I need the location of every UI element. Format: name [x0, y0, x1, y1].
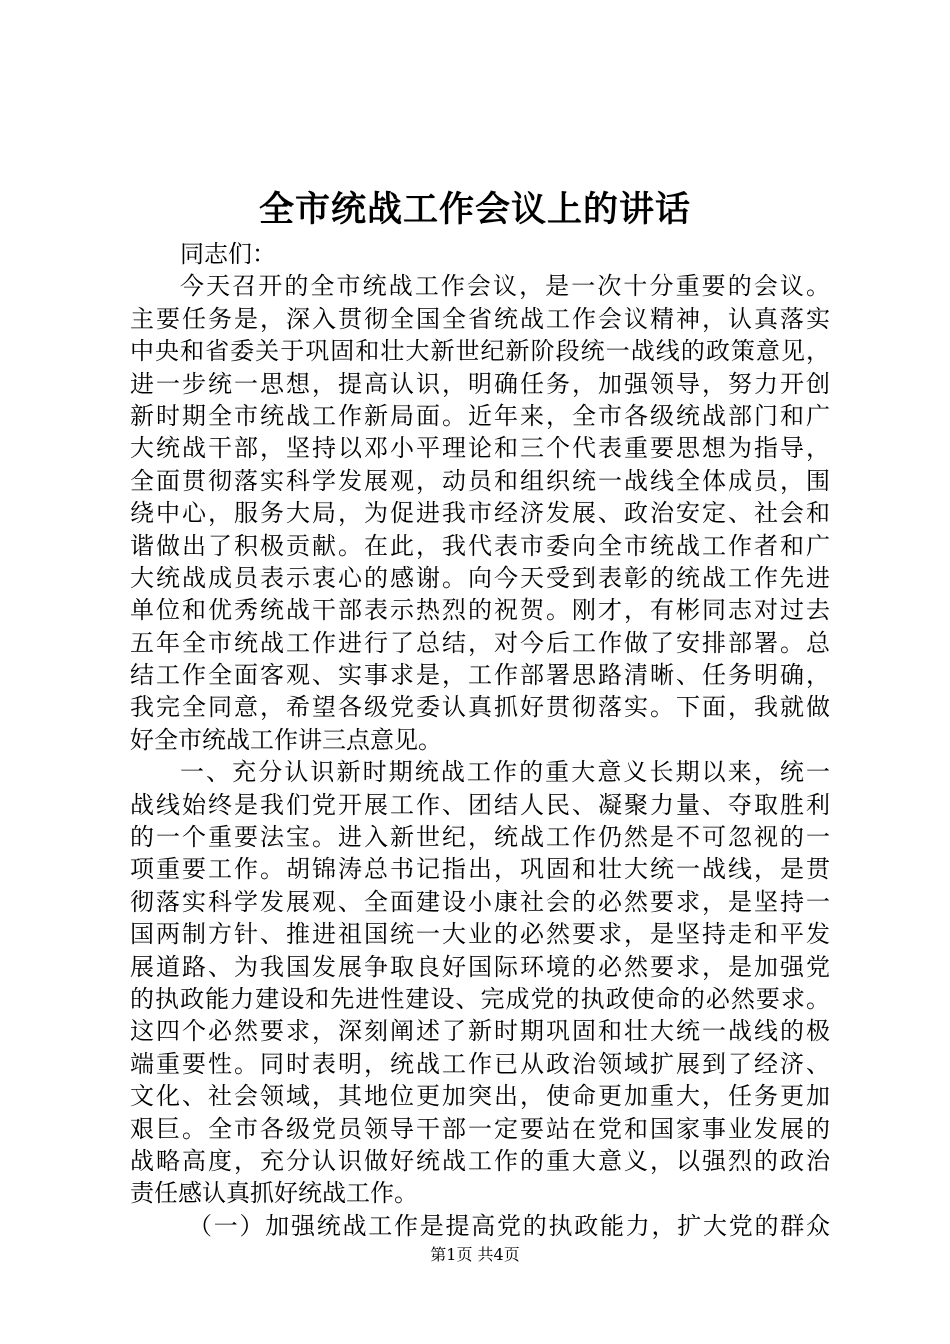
- text-line: 全面贯彻落实科学发展观，动员和组织统一战线全体成员，围: [130, 466, 830, 495]
- text-line: 国两制方针、推进祖国统一大业的必然要求，是坚持走和平发: [130, 920, 830, 949]
- text-line: 中央和省委关于巩固和壮大新世纪新阶段统一战线的政策意见，: [130, 337, 830, 366]
- text-line: 大统战成员表示衷心的感谢。向今天受到表彰的统战工作先进: [130, 563, 830, 592]
- text-line: 战略高度，充分认识做好统战工作的重大意义，以强烈的政治: [130, 1146, 830, 1175]
- text-line: 责任感认真抓好统战工作。: [130, 1179, 418, 1208]
- text-line: 展道路、为我国发展争取良好国际环境的必然要求，是加强党: [130, 952, 830, 981]
- salutation-line: 同志们：: [180, 240, 276, 268]
- text-line: 进一步统一思想，提高认识，明确任务，加强领导，努力开创: [130, 369, 830, 398]
- text-line: 大统战干部，坚持以邓小平理论和三个代表重要思想为指导，: [130, 434, 830, 463]
- text-line: 端重要性。同时表明，统战工作已从政治领域扩展到了经济、: [130, 1049, 830, 1078]
- text-line: 这四个必然要求，深刻阐述了新时期巩固和壮大统一战线的极: [130, 1017, 830, 1046]
- subsection-heading-line: （一）加强统战工作是提高党的执政能力，扩大党的群众: [188, 1211, 830, 1240]
- text-line: 项重要工作。胡锦涛总书记指出，巩固和壮大统一战线，是贯: [130, 855, 830, 884]
- text-line: 我完全同意，希望各级党委认真抓好贯彻落实。下面，我就做: [130, 693, 830, 722]
- text-line: 战线始终是我们党开展工作、团结人民、凝聚力量、夺取胜利: [130, 790, 830, 819]
- text-line: 主要任务是，深入贯彻全国全省统战工作会议精神，认真落实: [130, 304, 830, 333]
- text-line: 的执政能力建设和先进性建设、完成党的执政使命的必然要求。: [130, 984, 830, 1013]
- text-line: 的一个重要法宝。进入新世纪，统战工作仍然是不可忽视的一: [130, 823, 830, 852]
- text-line: 文化、社会领域，其地位更加突出，使命更加重大，任务更加: [130, 1082, 830, 1111]
- text-line: 好全市统战工作讲三点意见。: [130, 725, 442, 754]
- page-number: 第1页 共4页: [430, 1245, 520, 1264]
- text-line: 结工作全面客观、实事求是，工作部署思路清晰、任务明确，: [130, 661, 830, 690]
- text-line: 彻落实科学发展观、全面建设小康社会的必然要求，是坚持一: [130, 887, 830, 916]
- text-line: 单位和优秀统战干部表示热烈的祝贺。刚才，有彬同志对过去: [130, 596, 830, 625]
- text-line: 五年全市统战工作进行了总结，对今后工作做了安排部署。总: [130, 628, 830, 657]
- document-title: 全市统战工作会议上的讲话: [258, 189, 691, 230]
- document-body: [130, 238, 830, 1242]
- text-line: 绕中心，服务大局，为促进我市经济发展、政治安定、社会和: [130, 499, 830, 528]
- text-line: 艰巨。全市各级党员领导干部一定要站在党和国家事业发展的: [130, 1114, 830, 1143]
- text-line: 谐做出了积极贡献。在此，我代表市委向全市统战工作者和广: [130, 531, 830, 560]
- text-line: 今天召开的全市统战工作会议，是一次十分重要的会议。: [180, 272, 830, 301]
- text-line: 新时期全市统战工作新局面。近年来，全市各级统战部门和广: [130, 401, 830, 430]
- section-heading-line: 一、充分认识新时期统战工作的重大意义长期以来，统一: [180, 758, 830, 787]
